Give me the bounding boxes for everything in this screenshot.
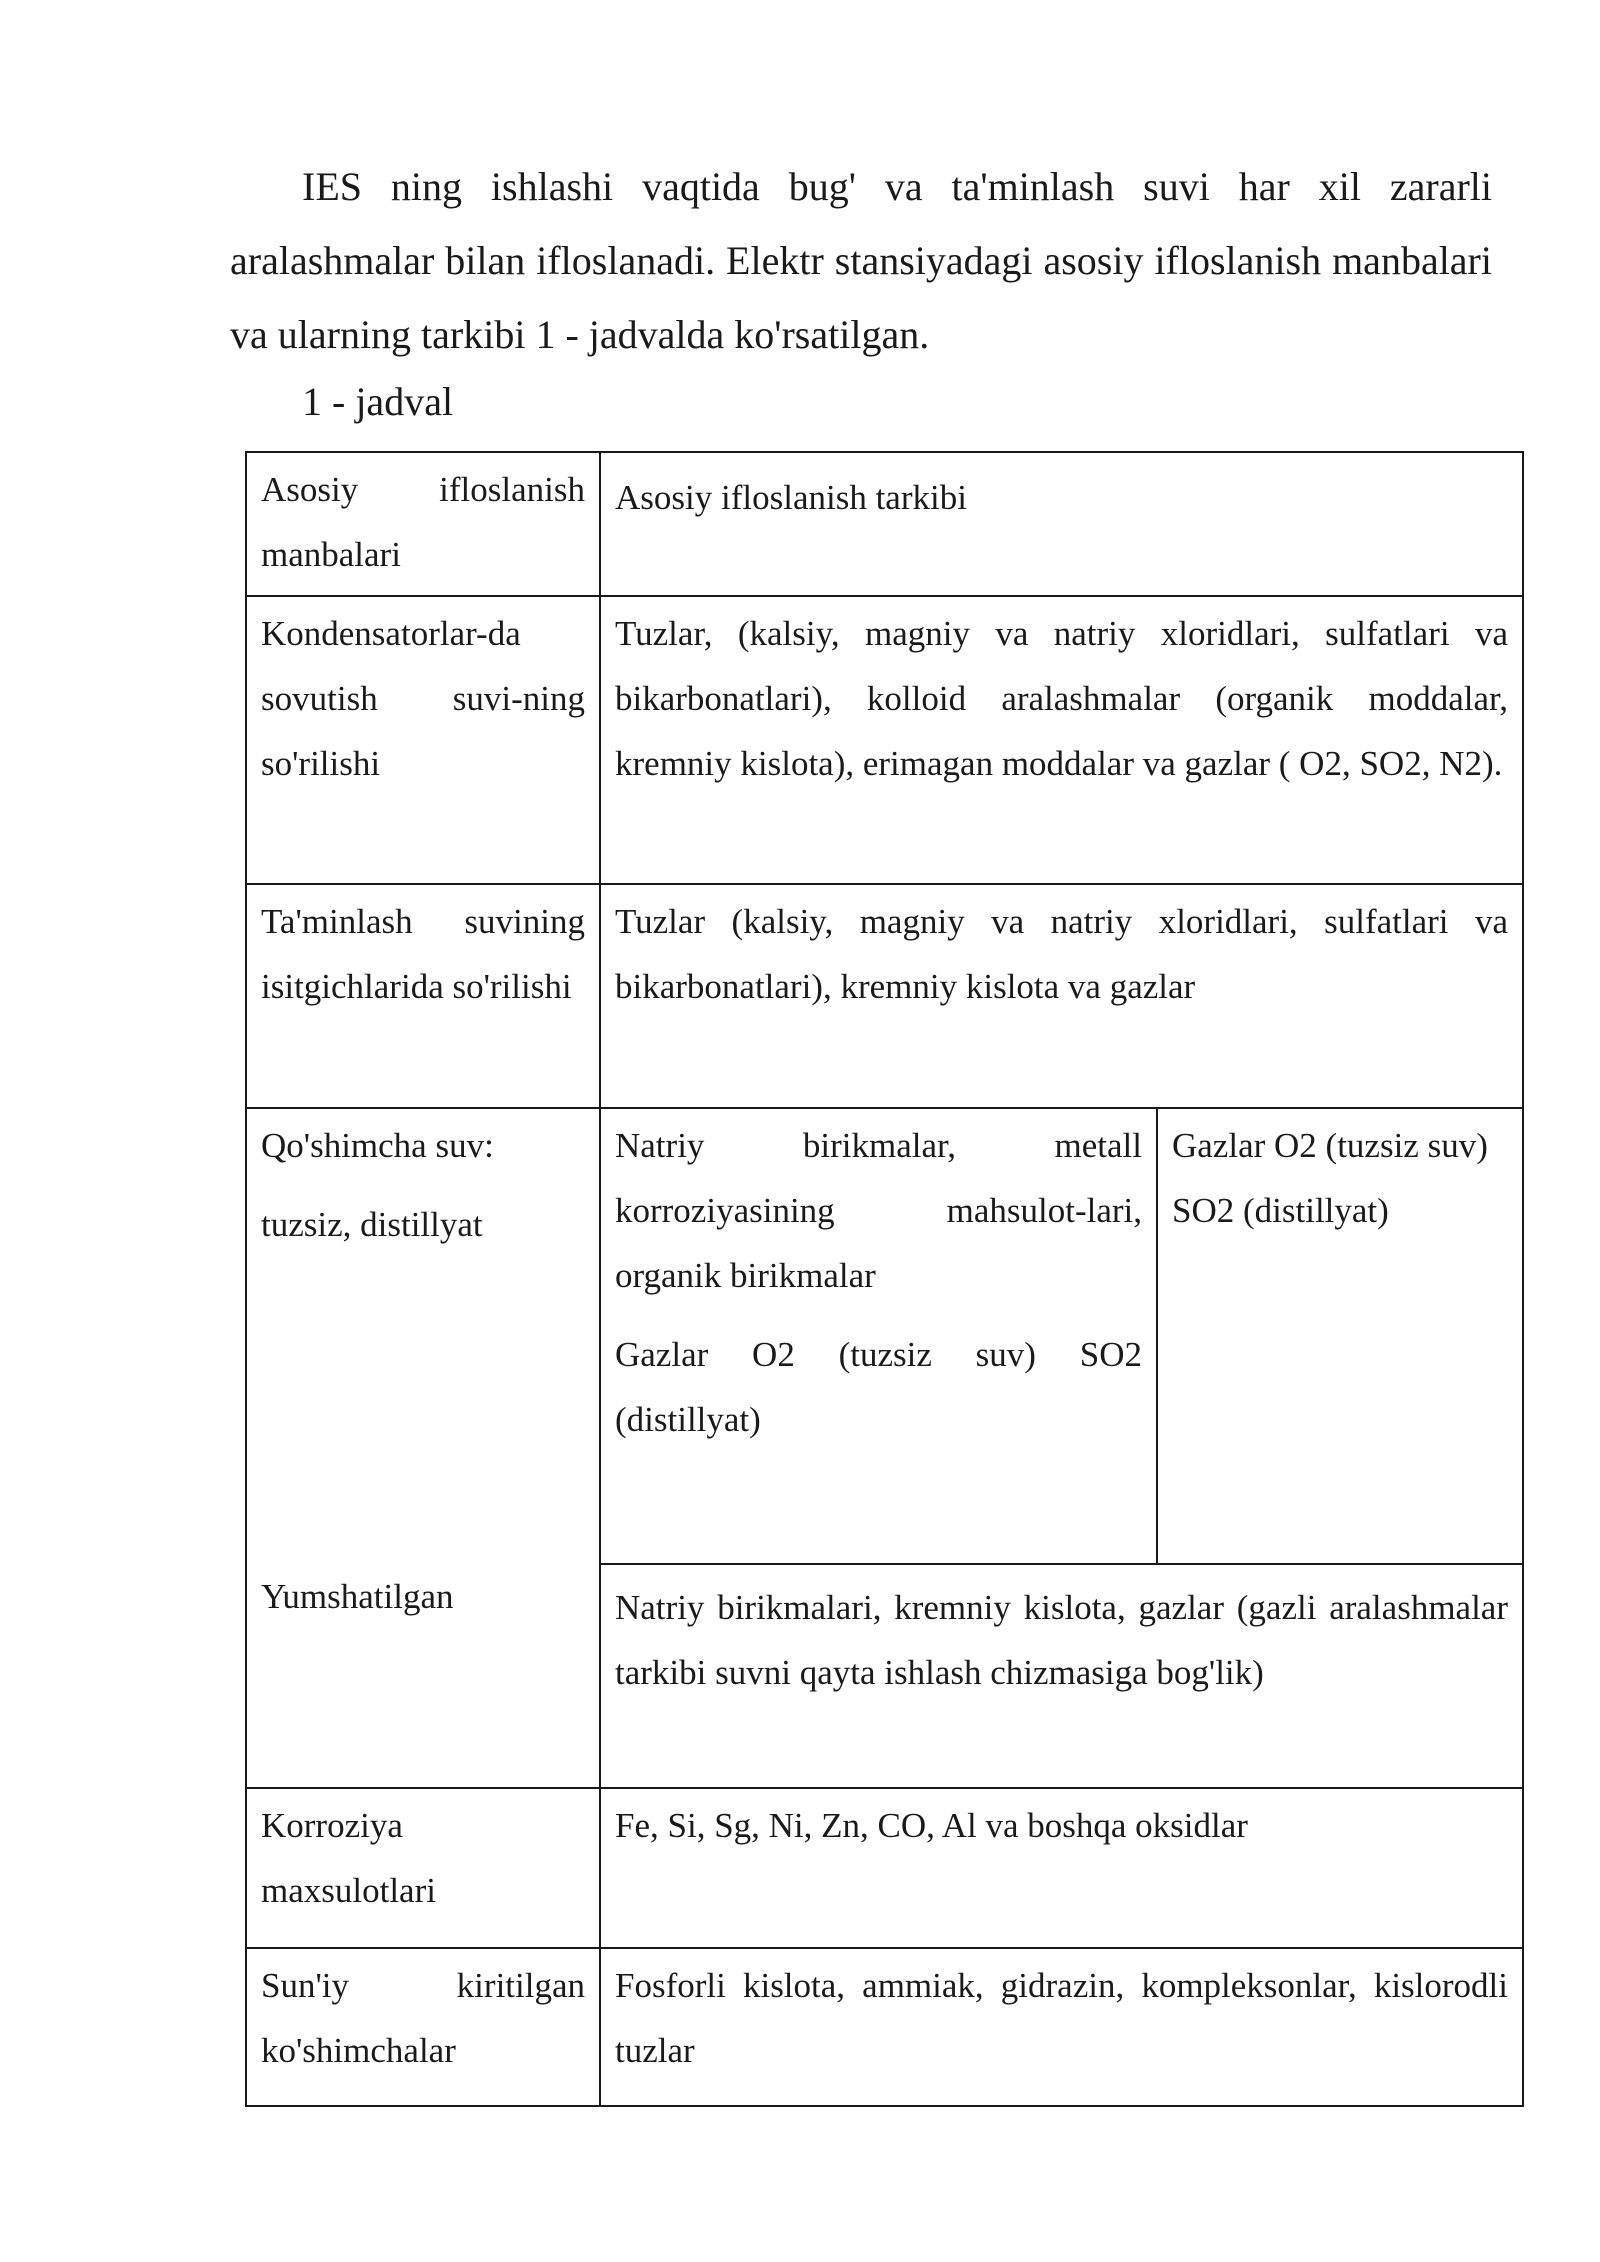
row1-source-cell: Kondensatorlar-da sovutish suvi-ning so'rilishi (246, 596, 600, 884)
row3-sub-b-line1: Gazlar O2 (tuzsiz suv) (1172, 1126, 1488, 1165)
intro-paragraph (230, 150, 1492, 372)
row3-sub-a-p1: Natriy birikmalar, metall korroziyasining mahsulot-lari, organik birikmalar (615, 1126, 1142, 1295)
row3-sub-c-cell: Natriy birikmalari, kremniy kislota, gazlar (gazli aralashmalar tarkibi suvni qayta ishlash chizmasiga bog'lik) (600, 1564, 1523, 1788)
row3-sub-b-cell (1157, 1108, 1523, 1564)
row2-source-cell: Ta'minlash suvining isitgichlarida so'rilishi (246, 884, 600, 1108)
row5-source-cell: Sun'iy kiritilgan ko'shimchalar (246, 1948, 600, 2106)
header-cell-sources: Asosiy ifloslanish manbalari (246, 452, 600, 596)
row3-source-cell (246, 1108, 600, 1788)
table-row (246, 596, 1523, 884)
table-row (246, 1948, 1523, 2106)
row2-content-cell: Tuzlar (kalsiy, magniy va natriy xloridlari, sulfatlari va bikarbonatlari), kremniy kislota va gazlar (600, 884, 1523, 1108)
table-header-row (246, 452, 1523, 596)
header-cell-content: Asosiy ifloslanish tarkibi (600, 452, 1523, 596)
row4-source-cell: Korroziya maxsulotlari (246, 1788, 600, 1948)
row3-source-line3: Yumshatilgan (261, 1577, 454, 1616)
row3-sub-a-cell (600, 1108, 1157, 1564)
row4-content-cell: Fe, Si, Sg, Ni, Zn, CO, Al va boshqa oksidlar (600, 1788, 1523, 1948)
row3-sub-a-p2: Gazlar O2 (tuzsiz suv) SO2 (distillyat) (615, 1335, 1142, 1439)
intro-paragraph-text: IES ning ishlashi vaqtida bug' va ta'minlash suvi har xil zararli aralashmalar bilan ifloslanadi. Elektr stansiyadagi asosiy ifloslanish manbalari va ularning tarkibi 1 - jadvalda ko'rsatilgan. (230, 164, 1492, 357)
table-row (246, 884, 1523, 1108)
row5-content-cell: Fosforli kislota, ammiak, gidrazin, kompleksonlar, kislorodli tuzlar (600, 1948, 1523, 2106)
row3-sub-b-line2: SO2 (distillyat) (1172, 1191, 1389, 1230)
table-caption: 1 - jadval (302, 379, 454, 424)
row1-content-cell: Tuzlar, (kalsiy, magniy va natriy xloridlari, sulfatlari va bikarbonatlari), kolloid aralashmalar (organik moddalar, kremniy kislota), erimagan moddalar va gazlar ( O2, SO2, N2). (600, 596, 1523, 884)
row3-source-line2: tuzsiz, distillyat (261, 1205, 483, 1244)
pollution-sources-table (245, 451, 1524, 2107)
row3-source-line1: Qo'shimcha suv: (261, 1126, 494, 1165)
table-row (246, 1788, 1523, 1948)
table-row (246, 1108, 1523, 1564)
